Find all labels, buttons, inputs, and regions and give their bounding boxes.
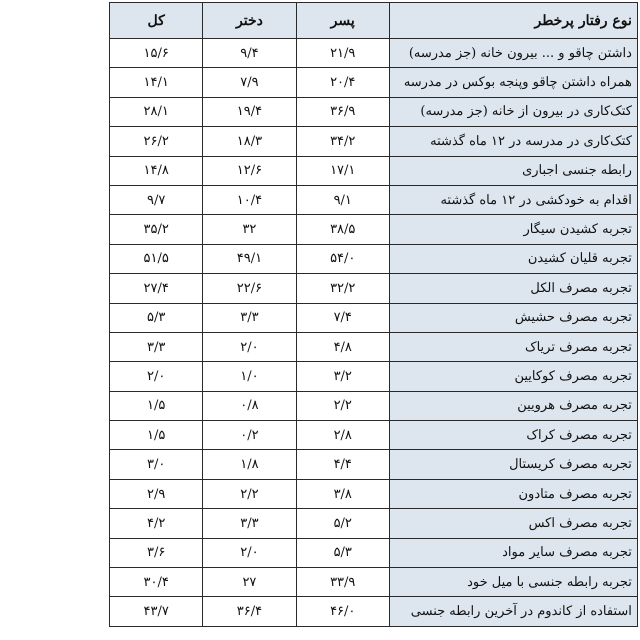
girl-cell: ۲/۲	[203, 479, 296, 508]
total-cell: ۲۸/۱	[110, 97, 203, 126]
girl-cell: ۲۲/۶	[203, 274, 296, 303]
girl-cell: ۴۹/۱	[203, 244, 296, 273]
behavior-cell: تجربه مصرف هرویین	[389, 391, 637, 420]
risk-behavior-table	[109, 2, 638, 627]
total-cell: ۳/۶	[110, 538, 203, 567]
boy-cell: ۴/۴	[296, 450, 389, 479]
total-cell: ۲/۹	[110, 479, 203, 508]
header-boy: پسر	[296, 3, 389, 39]
behavior-cell: تجربه مصرف الکل	[389, 274, 637, 303]
boy-cell: ۴/۸	[296, 332, 389, 361]
table-row	[110, 568, 638, 597]
total-cell: ۵۱/۵	[110, 244, 203, 273]
total-cell: ۳۰/۴	[110, 568, 203, 597]
table-row	[110, 479, 638, 508]
table-row	[110, 362, 638, 391]
boy-cell: ۱۷/۱	[296, 156, 389, 185]
behavior-cell: رابطه جنسی اجباری	[389, 156, 637, 185]
girl-cell: ۳۲	[203, 215, 296, 244]
table-row	[110, 97, 638, 126]
boy-cell: ۳/۸	[296, 479, 389, 508]
girl-cell: ۱۸/۳	[203, 127, 296, 156]
total-cell: ۴۳/۷	[110, 597, 203, 626]
behavior-cell: همراه داشتن چاقو وپنجه بوکس در مدرسه	[389, 68, 637, 97]
total-cell: ۳/۳	[110, 332, 203, 361]
total-cell: ۲/۰	[110, 362, 203, 391]
girl-cell: ۳/۳	[203, 303, 296, 332]
table-body	[110, 39, 638, 627]
behavior-cell: تجربه مصرف اکس	[389, 509, 637, 538]
girl-cell: ۱/۰	[203, 362, 296, 391]
girl-cell: ۱۹/۴	[203, 97, 296, 126]
girl-cell: ۹/۴	[203, 39, 296, 68]
table-row	[110, 215, 638, 244]
total-cell: ۳۵/۲	[110, 215, 203, 244]
table-row	[110, 68, 638, 97]
total-cell: ۲۶/۲	[110, 127, 203, 156]
table-row	[110, 597, 638, 626]
behavior-cell: اقدام به خودکشی در ۱۲ ماه گذشته	[389, 185, 637, 214]
behavior-cell: تجربه مصرف کوکایین	[389, 362, 637, 391]
total-cell: ۱۴/۸	[110, 156, 203, 185]
girl-cell: ۰/۸	[203, 391, 296, 420]
behavior-cell: تجربه مصرف حشیش	[389, 303, 637, 332]
behavior-cell: کتک‌کاری در مدرسه در ۱۲ ماه گذشته	[389, 127, 637, 156]
boy-cell: ۳/۲	[296, 362, 389, 391]
behavior-cell: تجربه قلیان کشیدن	[389, 244, 637, 273]
behavior-cell: تجربه رابطه جنسی با میل خود	[389, 568, 637, 597]
total-cell: ۵/۳	[110, 303, 203, 332]
total-cell: ۴/۲	[110, 509, 203, 538]
boy-cell: ۳۸/۵	[296, 215, 389, 244]
behavior-cell: تجربه مصرف کریستال	[389, 450, 637, 479]
table-row	[110, 391, 638, 420]
girl-cell: ۲/۰	[203, 538, 296, 567]
boy-cell: ۵/۳	[296, 538, 389, 567]
behavior-cell: تجربه کشیدن سیگار	[389, 215, 637, 244]
table-row	[110, 421, 638, 450]
boy-cell: ۹/۱	[296, 185, 389, 214]
boy-cell: ۳۶/۹	[296, 97, 389, 126]
girl-cell: ۲/۰	[203, 332, 296, 361]
boy-cell: ۴۶/۰	[296, 597, 389, 626]
total-cell: ۲۷/۴	[110, 274, 203, 303]
girl-cell: ۳۶/۴	[203, 597, 296, 626]
total-cell: ۳/۰	[110, 450, 203, 479]
total-cell: ۱/۵	[110, 391, 203, 420]
boy-cell: ۲۱/۹	[296, 39, 389, 68]
girl-cell: ۳/۳	[203, 509, 296, 538]
boy-cell: ۳۳/۹	[296, 568, 389, 597]
total-cell: ۱/۵	[110, 421, 203, 450]
boy-cell: ۷/۴	[296, 303, 389, 332]
table-row	[110, 509, 638, 538]
table-row	[110, 538, 638, 567]
table-row	[110, 303, 638, 332]
table-row	[110, 185, 638, 214]
table-row	[110, 39, 638, 68]
header-behavior: نوع رفتار پرخطر	[389, 3, 637, 39]
table-header-row	[110, 3, 638, 39]
behavior-cell: تجربه مصرف کراک	[389, 421, 637, 450]
table-row	[110, 332, 638, 361]
behavior-cell: استفاده از کاندوم در آخرین رابطه جنسی	[389, 597, 637, 626]
boy-cell: ۵۴/۰	[296, 244, 389, 273]
girl-cell: ۷/۹	[203, 68, 296, 97]
total-cell: ۱۵/۶	[110, 39, 203, 68]
behavior-cell: داشتن چاقو و ... بیرون خانه (جز مدرسه)	[389, 39, 637, 68]
boy-cell: ۲/۸	[296, 421, 389, 450]
behavior-cell: تجربه مصرف سایر مواد	[389, 538, 637, 567]
boy-cell: ۲۰/۴	[296, 68, 389, 97]
boy-cell: ۳۲/۲	[296, 274, 389, 303]
girl-cell: ۱۰/۴	[203, 185, 296, 214]
table-row	[110, 244, 638, 273]
table-row	[110, 127, 638, 156]
girl-cell: ۰/۲	[203, 421, 296, 450]
total-cell: ۱۴/۱	[110, 68, 203, 97]
boy-cell: ۲/۲	[296, 391, 389, 420]
behavior-cell: تجربه مصرف تریاک	[389, 332, 637, 361]
girl-cell: ۱/۸	[203, 450, 296, 479]
risk-behavior-table-container	[109, 2, 637, 627]
total-cell: ۹/۷	[110, 185, 203, 214]
behavior-cell: تجربه مصرف متادون	[389, 479, 637, 508]
boy-cell: ۵/۲	[296, 509, 389, 538]
header-total: کل	[110, 3, 203, 39]
girl-cell: ۱۲/۶	[203, 156, 296, 185]
table-row	[110, 450, 638, 479]
header-girl: دختر	[203, 3, 296, 39]
table-row	[110, 274, 638, 303]
boy-cell: ۳۴/۲	[296, 127, 389, 156]
table-row	[110, 156, 638, 185]
girl-cell: ۲۷	[203, 568, 296, 597]
behavior-cell: کتک‌کاری در بیرون از خانه (جز مدرسه)	[389, 97, 637, 126]
